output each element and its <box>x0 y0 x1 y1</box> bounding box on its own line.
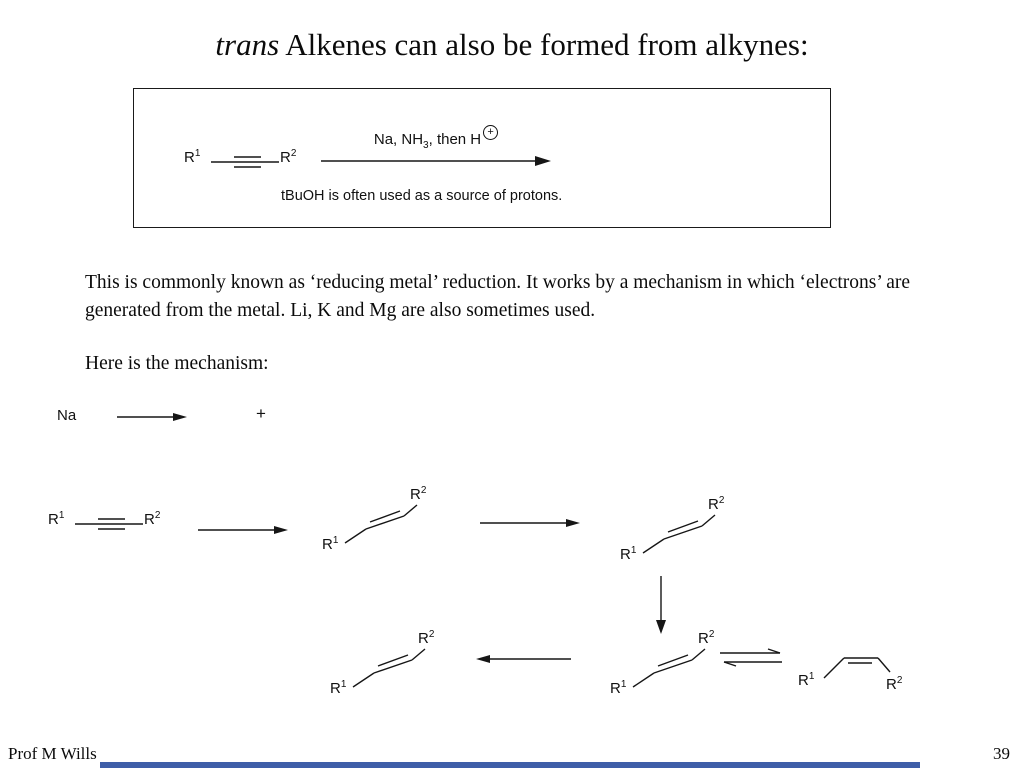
trans-double-bond <box>620 496 735 574</box>
title-italic-word: trans <box>215 27 280 62</box>
r2-label: $R^2$ <box>418 629 435 647</box>
r1-label: $R^1$ <box>330 679 347 697</box>
r1-label: $R^1$ <box>620 545 637 563</box>
trans-alkene-radical-anion <box>322 486 437 564</box>
r2-label: $R^2$ <box>698 629 715 647</box>
r1-label: $R^1$ <box>322 535 339 553</box>
r2-label: $R^2$ <box>886 675 903 693</box>
r1-label: $R^1$ <box>610 679 627 697</box>
arrow-step2 <box>480 517 580 529</box>
trans-double-bond <box>322 486 437 564</box>
r2-label: $R^2$ <box>410 485 427 503</box>
r1-label: $R^1$ <box>798 671 815 689</box>
arrow-down <box>654 576 668 634</box>
arrow-step1 <box>198 524 288 536</box>
title-rest: Alkenes can also be formed from alkynes: <box>279 27 809 62</box>
footer-author: Prof M Wills <box>8 744 97 763</box>
cis-vinyl-anion <box>798 642 913 700</box>
trans-double-bond <box>330 630 445 708</box>
trans-alkene-product <box>330 630 445 708</box>
cis-double-bond <box>798 642 913 700</box>
trans-vinyl-anion <box>620 496 735 574</box>
plus-label: + <box>256 404 266 423</box>
page-number: 39 <box>993 744 1010 763</box>
mechanism-intro: Here is the mechanism: <box>85 353 269 374</box>
trans-double-bond <box>610 630 725 708</box>
alkyne-structure-box <box>184 149 304 175</box>
r2-label: $R^2$ <box>280 148 297 166</box>
proton-source-note: tBuOH is often used as a source of protons. <box>281 188 563 204</box>
reagent-conditions: Na, $NH_3$, then H + <box>321 125 551 151</box>
r1-label: $R^1$ <box>48 510 65 528</box>
sodium-label: Na <box>57 407 77 424</box>
arrow-na <box>117 411 187 423</box>
r2-label: $R^2$ <box>144 510 161 528</box>
slide-title <box>0 27 1024 63</box>
plus-charge-icon: + <box>483 125 498 140</box>
reaction-arrow <box>321 155 551 167</box>
arrow-left <box>476 653 571 665</box>
alkyne-structure-mechanism <box>48 511 168 537</box>
footer-accent-bar <box>100 762 920 768</box>
body-paragraph: This is commonly known as ‘reducing metal’ reduction. It works by a mechanism in which ‘electrons’ are generated from the metal. Li, K and Mg are also sometimes used. <box>85 272 911 321</box>
trans-vinyl-anion-2 <box>610 630 725 708</box>
r2-label: $R^2$ <box>708 495 725 513</box>
reaction-scheme-box <box>133 88 831 228</box>
r1-label: $R^1$ <box>184 148 201 166</box>
equilibrium-arrows <box>718 648 784 668</box>
